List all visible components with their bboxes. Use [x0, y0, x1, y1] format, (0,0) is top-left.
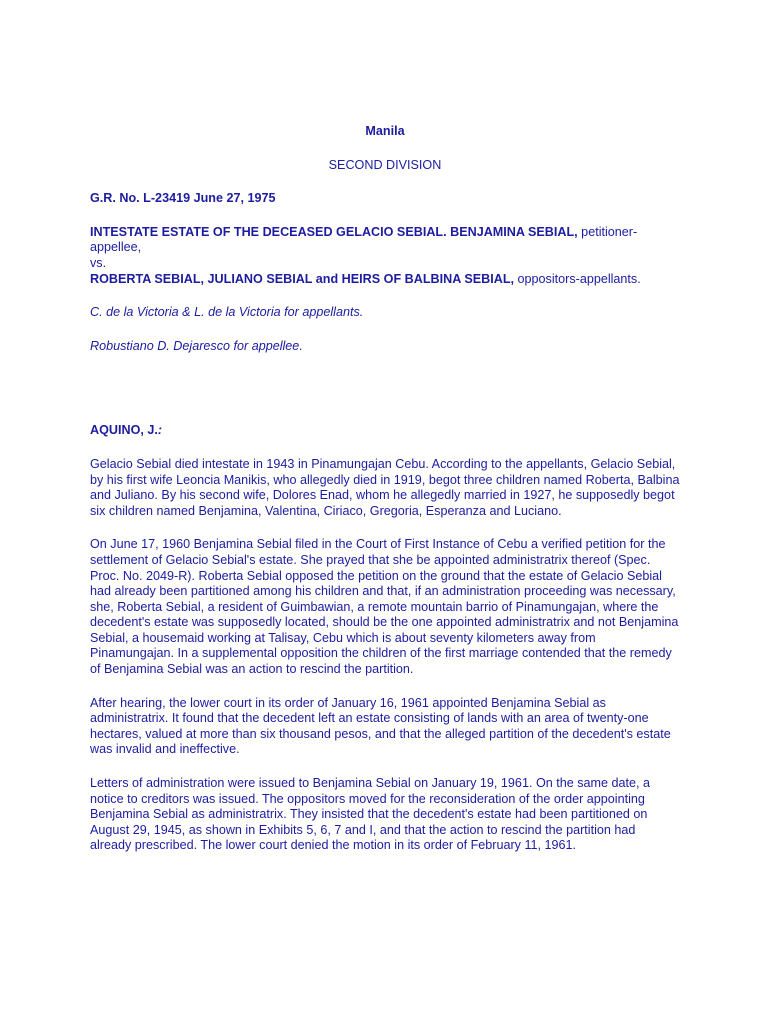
division-heading: SECOND DIVISION [328, 157, 442, 172]
ponente [90, 423, 680, 439]
petitioner-name: INTESTATE ESTATE OF THE DECEASED GELACIO SEBIAL. BENJAMINA SEBIAL, [90, 224, 578, 239]
oppositor-line [90, 272, 680, 288]
case-number: G.R. No. L-23419 June 27, 1975 [90, 191, 276, 206]
oppositor-role: oppositors-appellants. [514, 271, 641, 286]
versus-line: vs. [90, 255, 107, 270]
city-heading: Manila [365, 124, 405, 138]
petitioner-role: petitioner-appellee, [90, 224, 638, 255]
counsel-appellants: C. de la Victoria & L. de la Victoria for appellants. [90, 305, 364, 320]
ponente-name: AQUINO, J. [90, 423, 158, 438]
counsel-appellee: Robustiano D. Dejaresco for appellee. [90, 338, 303, 353]
petitioner-line [90, 225, 680, 256]
document-page [90, 124, 680, 854]
body-paragraph: On June 17, 1960 Benjamina Sebial filed in the Court of First Instance of Cebu a verified petition for the settlement of Gelacio Sebial's estate. She prayed that she be appointed administratrix thereof (Spec. Proc. No. 2049-R). Roberta Sebial opposed the petition on the ground that the estate of Gelacio Sebial had already been partitioned among his children and that, if an administration proceeding was necessary, she, Roberta Sebial, a resident of Guimbawian, a remote mountain barrio of Pinamungajan, where the decedent's estate was supposedly located, should be the one appointed administratrix and not Benjamina Sebial, a housemaid working at Talisay, Cebu which is about seventy kilometers away from Pinamungajan. In a supplemental opposition the children of the first marriage contended that the remedy of Benjamina Sebial was an action to rescind the partition. [90, 537, 679, 677]
ponente-suffix: : [157, 423, 163, 438]
body-paragraph: After hearing, the lower court in its order of January 16, 1961 appointed Benjamina Sebial as administratrix. It found that the decedent left an estate consisting of lands with an area of twenty-one hectares, valued at more than six thousand pesos, and that the alleged partition of the decedent's estate was invalid and ineffective. [90, 695, 671, 757]
case-parties [90, 225, 680, 287]
oppositor-name: ROBERTA SEBIAL, JULIANO SEBIAL and HEIRS OF BALBINA SEBIAL, [90, 271, 515, 286]
body-paragraph: Letters of administration were issued to Benjamina Sebial on January 19, 1961. On the same date, a notice to creditors was issued. The oppositors moved for the reconsideration of the order appointing Benjamina Sebial as administratrix. They insisted that the decedent's estate had been partitioned on August 29, 1945, as shown in Exhibits 5, 6, 7 and I, and that the action to rescind the partition had already prescribed. The lower court denied the motion in its order of February 11, 1961. [90, 776, 651, 853]
body-paragraph: Gelacio Sebial died intestate in 1943 in Pinamungajan Cebu. According to the appellants, Gelacio Sebial, by his first wife Leoncia Manikis, who allegedly died in 1919, begot three children named Roberta, Balbina and Juliano. By his second wife, Dolores Enad, whom he allegedly married in 1927, he supposedly begot six children named Benjamina, Valentina, Ciriaco, Gregoria, Esperanza and Luciano. [90, 456, 680, 518]
